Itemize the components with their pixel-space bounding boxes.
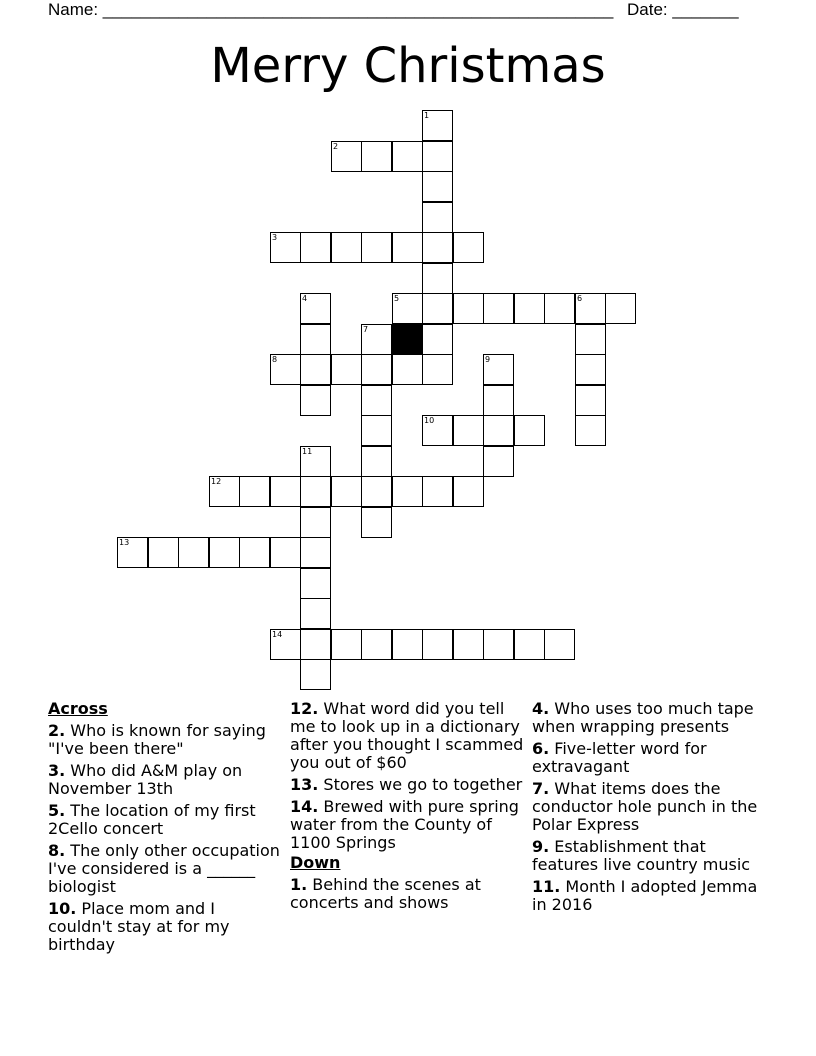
grid-cell[interactable]	[392, 232, 423, 263]
clue-number-label: 9.	[532, 837, 550, 856]
black-cell	[392, 324, 423, 355]
across-clue	[48, 842, 284, 896]
down-heading: Down	[290, 853, 341, 872]
clue-number: 4	[302, 294, 308, 303]
across-column	[48, 700, 284, 958]
clue-number-label: 13.	[290, 775, 319, 794]
grid-cell[interactable]	[575, 415, 606, 446]
name-label: Name:	[48, 0, 103, 19]
grid-cell[interactable]	[361, 415, 392, 446]
grid-cell[interactable]	[544, 293, 575, 324]
grid-cell[interactable]	[300, 324, 331, 355]
grid-cell[interactable]	[361, 446, 392, 477]
grid-cell[interactable]	[361, 629, 392, 660]
grid-cell[interactable]	[300, 568, 331, 599]
grid-cell[interactable]	[361, 232, 392, 263]
grid-cell[interactable]	[300, 385, 331, 416]
grid-cell[interactable]	[422, 141, 453, 172]
grid-cell[interactable]	[239, 537, 270, 568]
clue-text: The location of my first 2Cello concert	[48, 801, 256, 838]
grid-cell[interactable]	[422, 263, 453, 294]
down-clue	[290, 876, 526, 912]
grid-cell[interactable]	[148, 537, 179, 568]
clue-column-right	[532, 700, 768, 918]
grid-cell[interactable]	[422, 110, 453, 141]
grid-cell[interactable]	[300, 232, 331, 263]
grid-cell[interactable]	[270, 232, 301, 263]
clue-number-label: 2.	[48, 721, 66, 740]
clue-number: 1	[424, 111, 430, 120]
grid-cell[interactable]	[544, 629, 575, 660]
grid-cell[interactable]	[209, 476, 240, 507]
grid-cell[interactable]	[361, 141, 392, 172]
date-line: _______	[672, 0, 739, 19]
grid-cell[interactable]	[331, 476, 362, 507]
grid-cell[interactable]	[483, 629, 514, 660]
clue-text: Who uses too much tape when wrapping presents	[532, 699, 754, 736]
clue-text: Behind the scenes at concerts and shows	[290, 875, 481, 912]
grid-cell[interactable]	[422, 415, 453, 446]
grid-cell[interactable]	[422, 171, 453, 202]
grid-cell[interactable]	[422, 232, 453, 263]
clue-number: 6	[577, 294, 583, 303]
clue-number-label: 7.	[532, 779, 550, 798]
grid-cell[interactable]	[575, 324, 606, 355]
clue-number: 12	[211, 477, 222, 486]
grid-cell[interactable]	[514, 293, 545, 324]
grid-cell[interactable]	[331, 141, 362, 172]
grid-cell[interactable]	[453, 232, 484, 263]
clue-number: 10	[424, 416, 435, 425]
down-clue	[532, 740, 768, 776]
grid-cell[interactable]	[300, 598, 331, 629]
across-clue	[48, 722, 284, 758]
clue-text: Brewed with pure spring water from the County of 1100 Springs	[290, 797, 519, 852]
clue-number: 13	[119, 538, 130, 547]
grid-cell[interactable]	[270, 354, 301, 385]
across-clue	[48, 802, 284, 838]
grid-cell[interactable]	[270, 476, 301, 507]
clue-number-label: 4.	[532, 699, 550, 718]
grid-cell[interactable]	[514, 415, 545, 446]
grid-cell[interactable]	[422, 354, 453, 385]
grid-cell[interactable]	[483, 446, 514, 477]
grid-cell[interactable]	[361, 354, 392, 385]
grid-cell[interactable]	[483, 354, 514, 385]
grid-cell[interactable]	[392, 629, 423, 660]
across-clue	[290, 776, 526, 794]
grid-cell[interactable]	[300, 629, 331, 660]
page-title: Merry Christmas	[210, 38, 606, 94]
grid-cell[interactable]	[300, 446, 331, 477]
grid-cell[interactable]	[483, 415, 514, 446]
grid-cell[interactable]	[270, 629, 301, 660]
grid-cell[interactable]	[300, 507, 331, 538]
clue-text: What items does the conductor hole punch in the Polar Express	[532, 779, 758, 834]
grid-cell[interactable]	[483, 385, 514, 416]
grid-cell[interactable]	[422, 293, 453, 324]
clue-number: 7	[363, 325, 369, 334]
grid-cell[interactable]	[300, 476, 331, 507]
grid-cell[interactable]	[422, 476, 453, 507]
clue-text: The only other occupation I've considered is a ______ biologist	[48, 841, 280, 896]
across-clue	[290, 700, 526, 772]
across-clue	[290, 798, 526, 852]
grid-cell[interactable]	[361, 324, 392, 355]
grid-cell[interactable]	[300, 293, 331, 324]
grid-cell[interactable]	[422, 629, 453, 660]
clue-text: Month I adopted Jemma in 2016	[532, 877, 758, 914]
grid-cell[interactable]	[209, 537, 240, 568]
across-clue	[48, 762, 284, 798]
clue-number: 2	[333, 142, 339, 151]
clue-number-label: 6.	[532, 739, 550, 758]
grid-cell[interactable]	[361, 385, 392, 416]
grid-cell[interactable]	[361, 507, 392, 538]
grid-cell[interactable]	[575, 293, 606, 324]
clue-text: What word did you tell me to look up in a dictionary after you thought I scammed you out of $60	[290, 699, 524, 772]
clue-number-label: 8.	[48, 841, 66, 860]
grid-cell[interactable]	[270, 537, 301, 568]
grid-cell[interactable]	[392, 476, 423, 507]
grid-cell[interactable]	[300, 659, 331, 690]
clue-number: 3	[272, 233, 278, 242]
grid-cell[interactable]	[453, 415, 484, 446]
grid-cell[interactable]	[392, 141, 423, 172]
clue-text: Stores we go to together	[318, 775, 523, 794]
grid-cell[interactable]	[453, 476, 484, 507]
clue-number: 14	[272, 630, 283, 639]
clue-number-label: 14.	[290, 797, 319, 816]
clue-number: 8	[272, 355, 278, 364]
clue-column-middle	[290, 700, 526, 916]
clue-number-label: 10.	[48, 899, 77, 918]
grid-cell[interactable]	[392, 354, 423, 385]
grid-cell[interactable]	[483, 293, 514, 324]
clue-number-label: 1.	[290, 875, 308, 894]
grid-cell[interactable]	[422, 202, 453, 233]
grid-cell[interactable]	[575, 385, 606, 416]
down-clue	[532, 780, 768, 834]
clue-number: 5	[394, 294, 400, 303]
grid-cell[interactable]	[422, 324, 453, 355]
grid-cell[interactable]	[300, 354, 331, 385]
down-clue	[532, 838, 768, 874]
clue-number-label: 11.	[532, 877, 561, 896]
grid-cell[interactable]	[575, 354, 606, 385]
clue-number-label: 3.	[48, 761, 66, 780]
clue-text: Establishment that features live country music	[532, 837, 751, 874]
down-clue	[532, 878, 768, 914]
grid-cell[interactable]	[239, 476, 270, 507]
name-line: ______________________________________________________	[102, 0, 614, 19]
grid-cell[interactable]	[331, 629, 362, 660]
clue-number-label: 12.	[290, 699, 319, 718]
date-label: Date:	[627, 0, 673, 19]
grid-cell[interactable]	[331, 232, 362, 263]
grid-cell[interactable]	[178, 537, 209, 568]
clue-text: Five-letter word for extravagant	[532, 739, 707, 776]
clue-number-label: 5.	[48, 801, 66, 820]
clue-text: Place mom and I couldn't stay at for my birthday	[48, 899, 230, 954]
clue-text: Who is known for saying "I've been there"	[48, 721, 266, 758]
grid-cell[interactable]	[392, 293, 423, 324]
grid-cell[interactable]	[300, 537, 331, 568]
across-heading: Across	[48, 699, 108, 718]
grid-cell[interactable]	[514, 629, 545, 660]
clue-number: 9	[485, 355, 491, 364]
grid-cell[interactable]	[453, 293, 484, 324]
clue-text: Who did A&M play on November 13th	[48, 761, 243, 798]
grid-cell[interactable]	[453, 629, 484, 660]
grid-cell[interactable]	[361, 476, 392, 507]
grid-cell[interactable]	[117, 537, 148, 568]
across-clue	[48, 900, 284, 954]
clue-number: 11	[302, 447, 313, 456]
grid-cell[interactable]	[331, 354, 362, 385]
grid-cell[interactable]	[605, 293, 636, 324]
down-clue	[532, 700, 768, 736]
